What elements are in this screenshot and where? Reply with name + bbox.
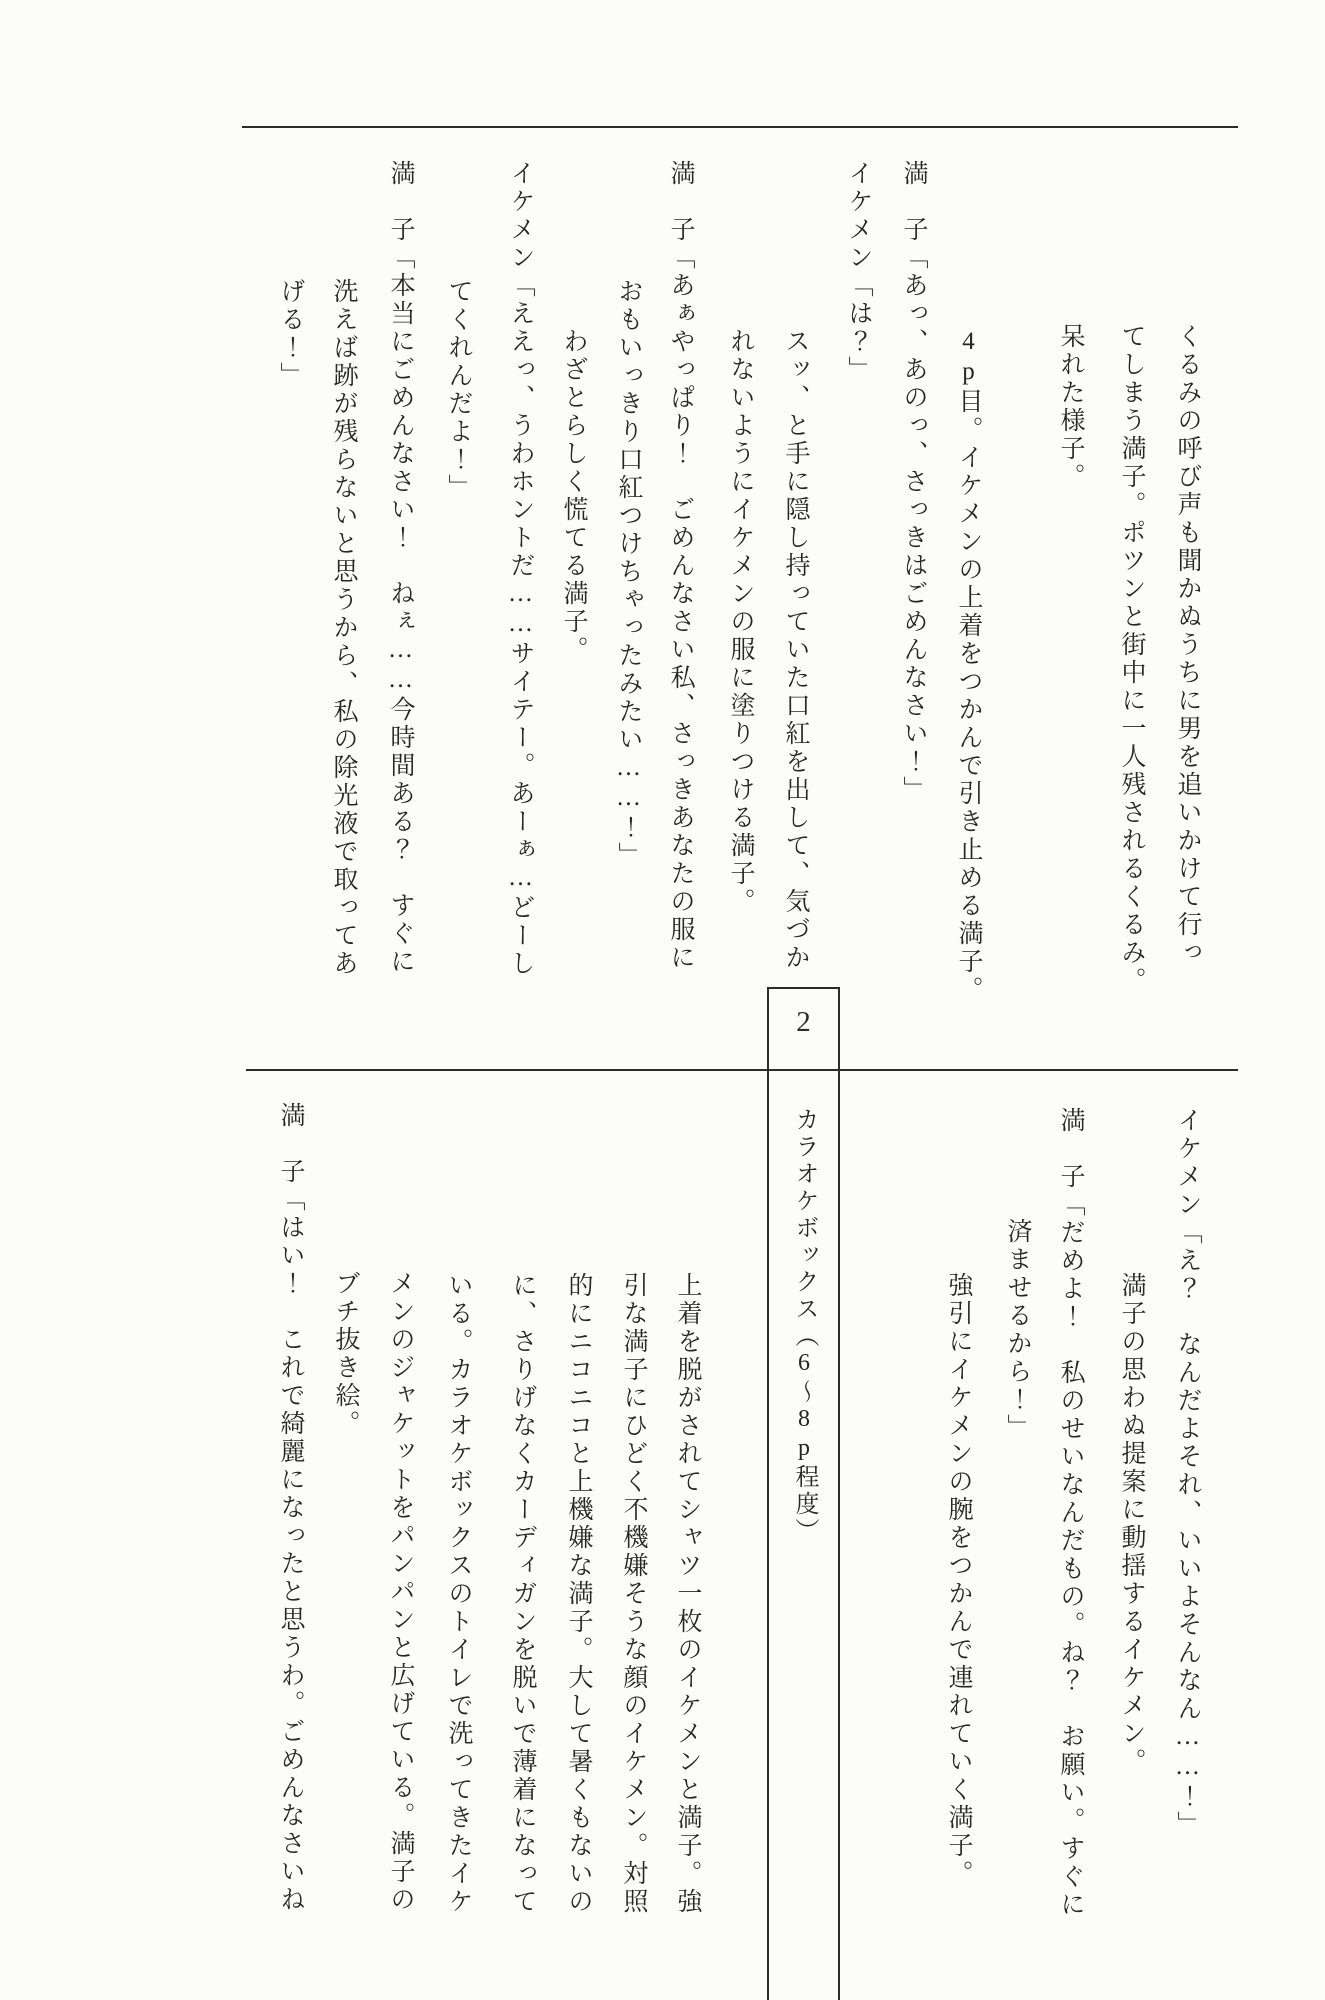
scene-box-right-line [838, 987, 840, 2000]
page1-narration-column-4: 4p目。イケメンの上着をつかんで引き止める満子。 [955, 328, 982, 1004]
page1-dialogue-mitsuko-3: 満 子「本当にごめんなさい！ ねぇ……今時間ある？ すぐに [387, 160, 414, 976]
page2-narration-column-3: 上着を脱がされてシャツ一枚のイケメンと満子。強 [674, 1272, 701, 1916]
page-divider-rule [246, 1069, 1238, 1071]
page2-narration-column-8: メンのジャケットをパンパンと広げている。満子の [387, 1270, 414, 1914]
scene-heading-column: カラオケボックス（6〜8p程度） [791, 1107, 817, 1545]
page1-dialogue-ikemen-2: イケメン「ええっ、うわホントだ……サイテー。あーぁ…どーし [507, 160, 534, 978]
page1-dialogue-mitsuko-1: 満 子「あっ、あのっ、さっきはごめんなさい！」 [900, 160, 927, 804]
page1-narration-column-3: 呆れた様子。 [1057, 323, 1084, 491]
page2-narration-column-9: ブチ抜き絵。 [332, 1270, 359, 1438]
page1-dialogue-ikemen-1: イケメン「は？」 [845, 160, 872, 384]
page1-narration-column-2: てしまう満子。ポツンと街中に一人残されるくるみ。 [1118, 323, 1145, 995]
page1-dialogue-mitsuko-3-cont1: 洗えば跡が残らないと思うから、私の除光液で取ってあ [330, 278, 357, 978]
page1-dialogue-mitsuko-2: 満 子「あぁやっぱり！ ごめんなさい私、さっきあなたの服に [667, 160, 694, 972]
page-number-box-top-line [767, 987, 840, 989]
page1-narration-column-7: わざとらしく慌てる満子。 [560, 328, 587, 664]
page1-dialogue-mitsuko-3-cont2: げる！」 [277, 278, 304, 390]
page-number: 2 [796, 1006, 811, 1038]
page1-narration-column-1: くるみの呼び声も聞かぬうちに男を追いかけて行っ [1174, 323, 1201, 967]
page1-dialogue-mitsuko-2-cont: おもいっきり口紅つけちゃったみたい……！」 [615, 278, 642, 870]
page2-dialogue-mitsuko-1-cont: 済ませるから！」 [1004, 1218, 1031, 1442]
page2-narration-column-1: 満子の思わぬ提案に動揺するイケメン。 [1118, 1272, 1145, 1776]
page1-dialogue-ikemen-2-cont: てくれんだよ！」 [445, 278, 472, 502]
page2-dialogue-mitsuko-2: 満 子「はい！ これで綺麗になったと思うわ。ごめんなさいね [277, 1102, 304, 1914]
page1-top-rule [242, 126, 1238, 128]
page2-dialogue-mitsuko-1: 満 子「だめよ！ 私のせいなんだもの。ね？ お願い。すぐに [1057, 1107, 1084, 1919]
page2-dialogue-ikemen-1: イケメン「え？ なんだよそれ、いいよそんなん……！」 [1174, 1107, 1201, 1839]
page1-narration-column-5: スッ、と手に隠し持っていた口紅を出して、気づか [782, 328, 809, 972]
page2-narration-column-7: いる。カラオケボックスのトイレで洗ってきたイケ [445, 1272, 472, 1916]
scene-box-left-line [767, 987, 769, 2000]
page2-narration-column-4: 引な満子にひどく不機嫌そうな顔のイケメン。対照 [620, 1272, 647, 1916]
page2-narration-column-6: に、さりげなくカーディガンを脱いで薄着になって [509, 1272, 536, 1916]
page2-narration-column-5: 的にニコニコと上機嫌な満子。大して暑くもないの [565, 1272, 592, 1916]
page1-narration-column-6: れないようにイケメンの服に塗りつける満子。 [727, 328, 754, 916]
page2-narration-column-2: 強引にイケメンの腕をつかんで連れていく満子。 [945, 1272, 972, 1888]
